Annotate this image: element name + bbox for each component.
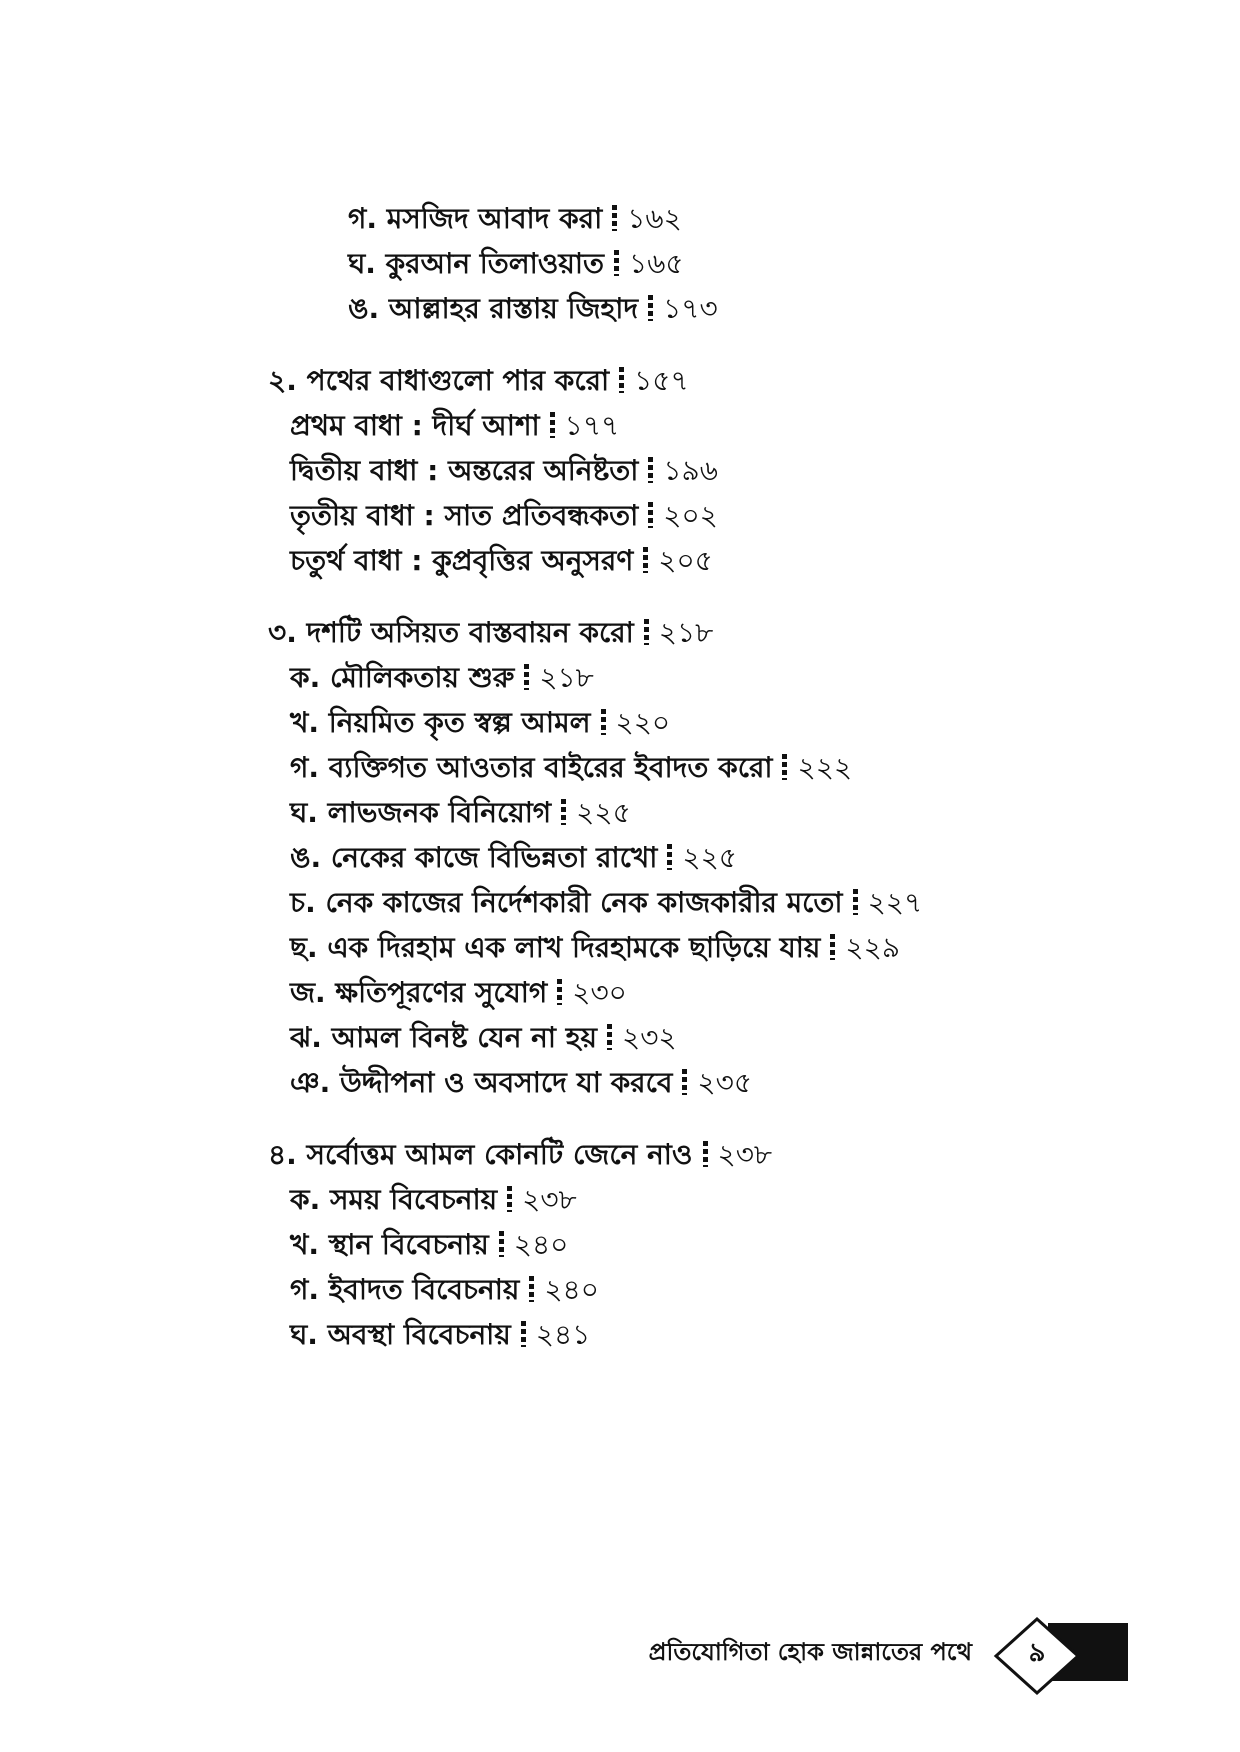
section-page: ২৩৮: [717, 1138, 773, 1171]
dotted-separator-icon: [667, 844, 672, 870]
dotted-separator-icon: [499, 1231, 504, 1257]
dotted-separator-icon: [557, 979, 562, 1005]
toc-entry-page: ২৩৮: [522, 1183, 577, 1216]
toc-entry-page: ২২৯: [845, 931, 900, 964]
toc-entry-text: জ. ক্ষতিপূরণের সুযোগ: [290, 976, 548, 1009]
dotted-separator-icon: [507, 1186, 512, 1212]
toc-entry-text: খ. নিয়মিত কৃত স্বল্প আমল: [290, 706, 591, 739]
toc-entry: [0, 700, 1240, 745]
dotted-separator-icon: [619, 367, 624, 393]
toc-entry-text: ঘ. কুরআন তিলাওয়াত: [348, 247, 605, 280]
toc-entry-text: ঞ. উদ্দীপনা ও অবসাদে যা করবে: [290, 1066, 673, 1099]
dotted-separator-icon: [529, 1276, 534, 1302]
dotted-separator-icon: [703, 1141, 708, 1167]
toc-entry-text: ঝ. আমল বিনষ্ট যেন না হয়: [290, 1021, 597, 1054]
toc-entry: [0, 196, 1240, 241]
dotted-separator-icon: [853, 889, 858, 915]
dotted-separator-icon: [648, 502, 653, 528]
dotted-separator-icon: [550, 412, 555, 438]
toc-entry: [0, 1177, 1240, 1222]
section-page: ১৫৭: [634, 364, 689, 397]
dotted-separator-icon: [682, 1069, 687, 1095]
toc-entry-text: ছ. এক দিরহাম এক লাখ দিরহামকে ছাড়িয়ে যায়: [290, 931, 821, 964]
toc-entry-page: ২২০: [615, 706, 671, 739]
toc-entry-text: গ. মসজিদ আবাদ করা: [348, 202, 603, 235]
toc-entry-page: ২১৮: [539, 661, 594, 694]
toc-entry-page: ২২৫: [682, 841, 737, 874]
toc-entry: [0, 1222, 1240, 1267]
toc-entry: [0, 745, 1240, 790]
toc-entry-page: ২২৭: [867, 886, 923, 919]
toc-entry-page: ১৭৩: [663, 292, 718, 325]
toc-entry-text: গ. ব্যক্তিগত আওতার বাইরের ইবাদত করো: [290, 751, 773, 784]
page-footer: [0, 1612, 1240, 1692]
toc-entry-page: ২৩২: [621, 1021, 677, 1054]
toc-entry-page: ২২২: [797, 751, 853, 784]
toc-entry-text: ক. মৌলিকতায় শুরু: [290, 661, 515, 694]
toc-entry: [0, 655, 1240, 700]
toc-entry-text: ক. সময় বিবেচনায়: [290, 1183, 498, 1216]
dotted-separator-icon: [782, 754, 787, 780]
section-title: ৪. সর্বোত্তম আমল কোনটি জেনে নাও: [268, 1138, 693, 1171]
toc-entry-page: ১৭৭: [564, 409, 620, 442]
toc-entry-page: ১৬৫: [629, 247, 684, 280]
toc-entry-text: তৃতীয় বাধা : সাত প্রতিবন্ধকতা: [290, 499, 639, 532]
toc-entry-text: ঘ. অবস্থা বিবেচনায়: [290, 1318, 511, 1351]
toc-entry-page: ২৪০: [513, 1228, 569, 1261]
toc-entry: [0, 286, 1240, 331]
dotted-separator-icon: [561, 799, 566, 825]
toc-section-heading: [0, 358, 1240, 403]
toc-entry-text: ঙ. আল্লাহর রাস্তায় জিহাদ: [348, 292, 639, 325]
toc-entry-text: খ. স্থান বিবেচনায়: [290, 1228, 489, 1261]
toc-entry-page: ২৩০: [572, 976, 627, 1009]
dotted-separator-icon: [644, 619, 649, 645]
toc-entry-text: প্রথম বাধা : দীর্ঘ আশা: [290, 409, 540, 442]
dotted-separator-icon: [601, 709, 606, 735]
dotted-separator-icon: [648, 457, 653, 483]
toc-entry-text: চ. নেক কাজের নির্দেশকারী নেক কাজকারীর মতো: [290, 886, 843, 919]
toc-section-heading: [0, 1132, 1240, 1177]
toc-entry-text: দ্বিতীয় বাধা : অন্তরের অনিষ্টতা: [290, 454, 639, 487]
running-book-title: প্রতিযোগিতা হোক জান্নাতের পথে: [648, 1638, 972, 1666]
dotted-separator-icon: [524, 664, 529, 690]
toc-entry-page: ১৬২: [627, 202, 682, 235]
section-page: ২১৮: [658, 616, 714, 649]
toc-entry-text: ঘ. লাভজনক বিনিয়োগ: [290, 796, 552, 829]
toc-entry: [0, 1312, 1240, 1357]
dotted-separator-icon: [521, 1321, 526, 1347]
table-of-contents: [0, 196, 1240, 1357]
toc-entry: [0, 538, 1240, 583]
dotted-separator-icon: [648, 295, 653, 321]
dotted-separator-icon: [607, 1024, 612, 1050]
toc-entry: [0, 1267, 1240, 1312]
toc-entry: [0, 925, 1240, 970]
section-title: ৩. দশটি অসিয়ত বাস্তবায়ন করো: [268, 616, 634, 649]
toc-entry: [0, 970, 1240, 1015]
toc-entry-page: ২০৫: [658, 544, 713, 577]
dotted-separator-icon: [643, 547, 648, 573]
toc-entry-text: চতুর্থ বাধা : কুপ্রবৃত্তির অনুসরণ: [290, 544, 634, 577]
toc-entry: [0, 1015, 1240, 1060]
toc-entry-text: গ. ইবাদত বিবেচনায়: [290, 1273, 520, 1306]
toc-entry: [0, 880, 1240, 925]
toc-entry: [0, 448, 1240, 493]
toc-entry-page: ২৪০: [544, 1273, 599, 1306]
toc-entry: [0, 241, 1240, 286]
toc-entry: [0, 1060, 1240, 1105]
dotted-separator-icon: [614, 250, 619, 276]
toc-section-heading: [0, 610, 1240, 655]
toc-entry-page: ২৩৫: [697, 1066, 753, 1099]
toc-entry: [0, 790, 1240, 835]
toc-entry: [0, 835, 1240, 880]
dotted-separator-icon: [612, 205, 617, 231]
section-title: ২. পথের বাধাগুলো পার করো: [268, 364, 610, 397]
toc-entry-page: ১৯৬: [663, 454, 718, 487]
toc-entry-text: ঙ. নেকের কাজে বিভিন্নতা রাখো: [290, 841, 658, 874]
toc-entry-page: ২২৫: [576, 796, 631, 829]
toc-entry-page: ২৪১: [535, 1318, 591, 1351]
dotted-separator-icon: [830, 934, 835, 960]
toc-entry-page: ২০২: [663, 499, 718, 532]
toc-entry: [0, 493, 1240, 538]
toc-entry: [0, 403, 1240, 448]
page-number: ৯: [1028, 1638, 1046, 1668]
